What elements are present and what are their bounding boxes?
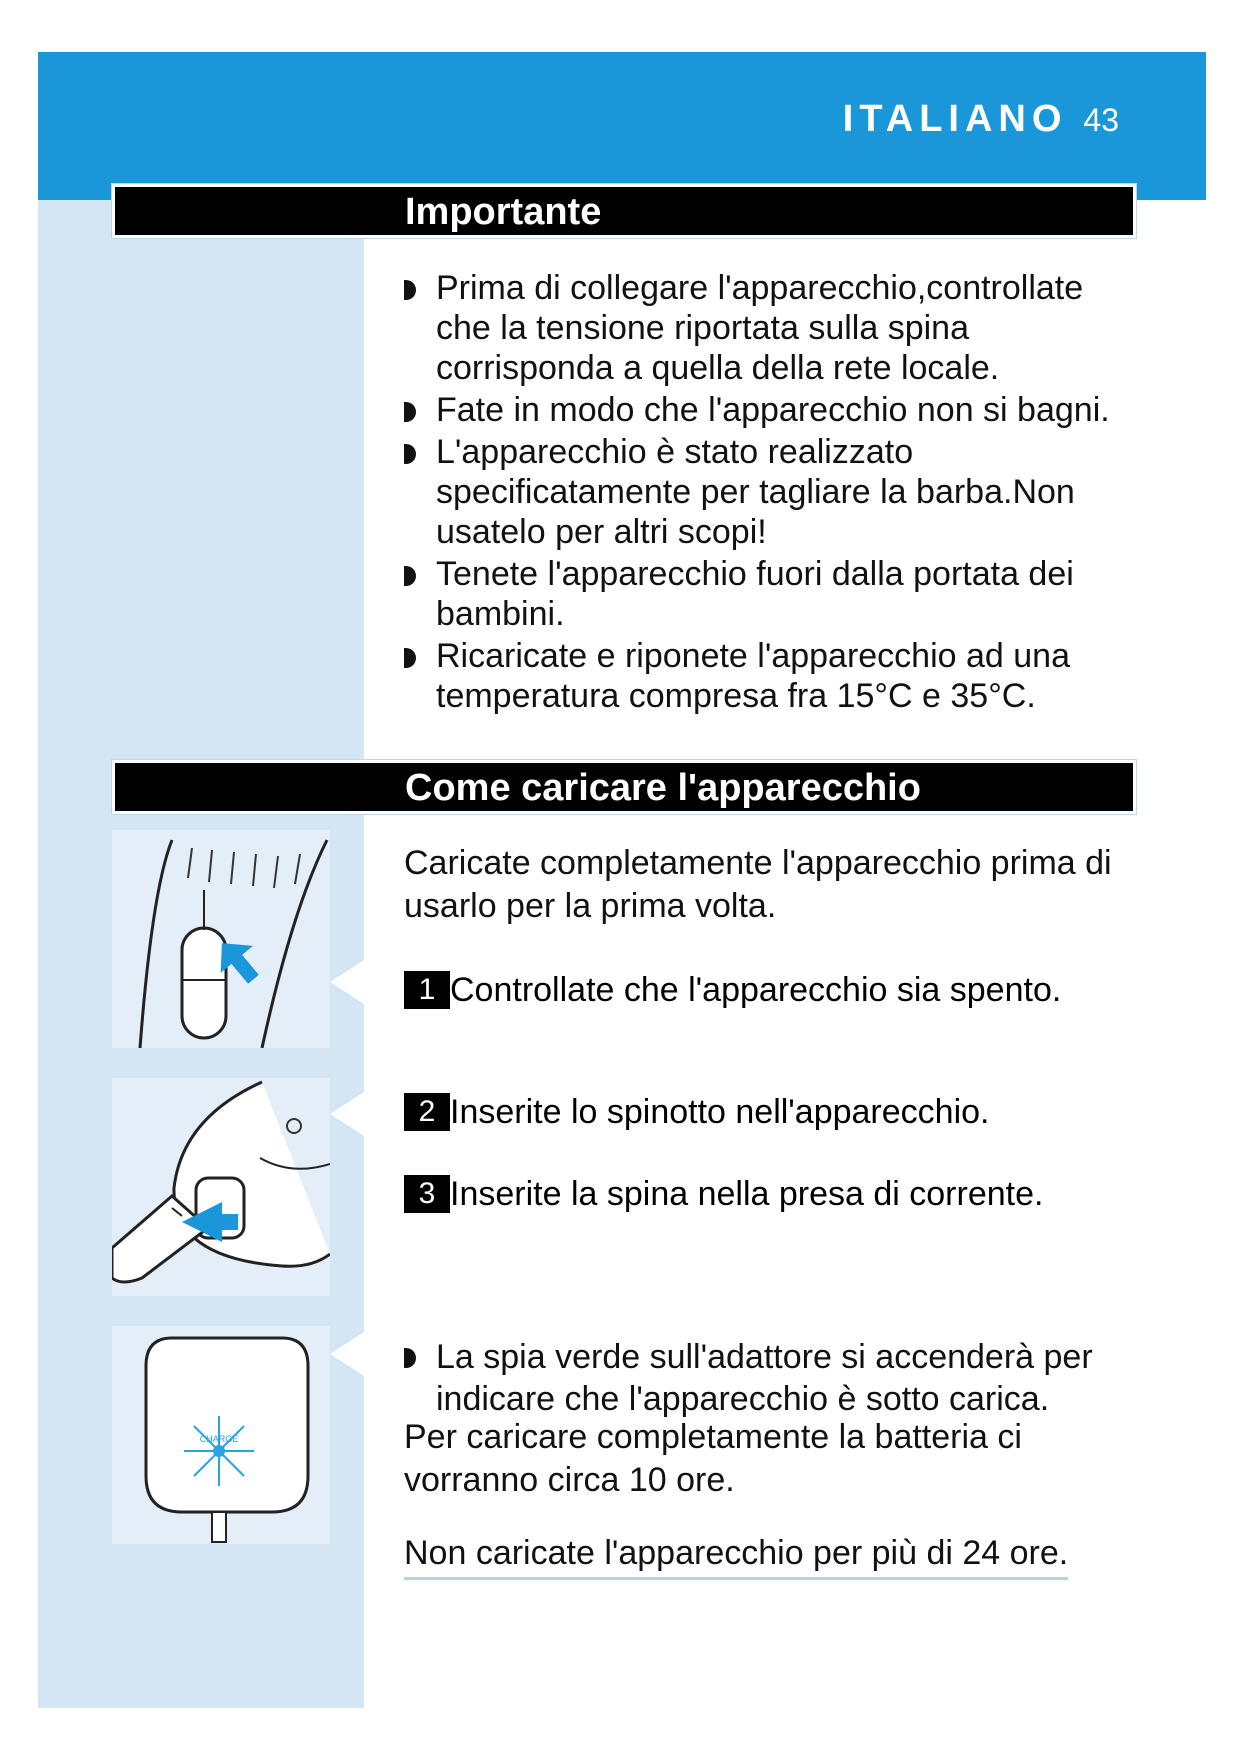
- step-2: [404, 1092, 989, 1132]
- pointer-arrow: [330, 1092, 364, 1136]
- section-title-bar: [112, 184, 1136, 238]
- bullet-icon: [404, 648, 416, 668]
- bullet-icon: [404, 402, 416, 422]
- step-number: 2: [404, 1093, 450, 1131]
- step-text: Inserite la spina nella presa di corrente.: [450, 1175, 1044, 1213]
- note-text: Per caricare completamente la batteria ci vorranno circa 10 ore.: [404, 1418, 1022, 1499]
- important-list: [404, 268, 1134, 716]
- illustration-shaver-switch: [112, 830, 330, 1048]
- step-1: [404, 970, 1061, 1010]
- step-number: 3: [404, 1175, 450, 1213]
- adapter-icon: [112, 1326, 330, 1544]
- list-item: L'apparecchio è stato realizzato specificatamente per tagliare la barba.Non usatelo per altri scopi!: [404, 432, 1134, 552]
- warning-text: Non caricate l'apparecchio per più di 24 ore.: [404, 1532, 1068, 1580]
- list-item: La spia verde sull'adattore si accenderà per indicare che l'apparecchio è sotto carica.: [404, 1336, 1134, 1420]
- list-item: Ricaricate e riponete l'apparecchio ad una temperatura compresa fra 15°C e 35°C.: [404, 636, 1134, 716]
- step-3: [404, 1174, 1043, 1214]
- pointer-arrow: [330, 960, 364, 1004]
- adapter-label: CHARGE: [199, 1434, 239, 1444]
- list-item: Tenete l'apparecchio fuori dalla portata dei bambini.: [404, 554, 1134, 634]
- illustration-plug-insert: [112, 1078, 330, 1296]
- list-item: Fate in modo che l'apparecchio non si bagni.: [404, 390, 1134, 430]
- step-text: Inserite lo spinotto nell'apparecchio.: [450, 1093, 990, 1131]
- step-number: 1: [404, 971, 450, 1009]
- plug-insert-icon: [112, 1078, 330, 1296]
- page-header: [843, 98, 1119, 141]
- page-number: 43: [1083, 102, 1119, 138]
- bullet-icon: [404, 444, 416, 464]
- section-title: Come caricare l'apparecchio: [405, 767, 921, 809]
- list-item: Prima di collegare l'apparecchio,controllate che la tensione riportata sulla spina corrisponda a quella della rete locale.: [404, 268, 1134, 388]
- section-title: Importante: [405, 191, 602, 233]
- bullet-icon: [404, 566, 416, 586]
- shaver-switch-icon: [112, 830, 330, 1048]
- section-title-bar: [112, 760, 1136, 814]
- bullet-icon: [404, 1348, 416, 1368]
- charging-intro: Caricate completamente l'apparecchio prima di usarlo per la prima volta.: [404, 844, 1112, 925]
- bullet-icon: [404, 280, 416, 300]
- step-text: Controllate che l'apparecchio sia spento.: [450, 971, 1062, 1009]
- pointer-arrow: [330, 1332, 364, 1376]
- charging-note: [404, 1336, 1134, 1580]
- illustration-charging-adapter: [112, 1326, 330, 1544]
- language-title: ITALIANO: [842, 98, 1068, 140]
